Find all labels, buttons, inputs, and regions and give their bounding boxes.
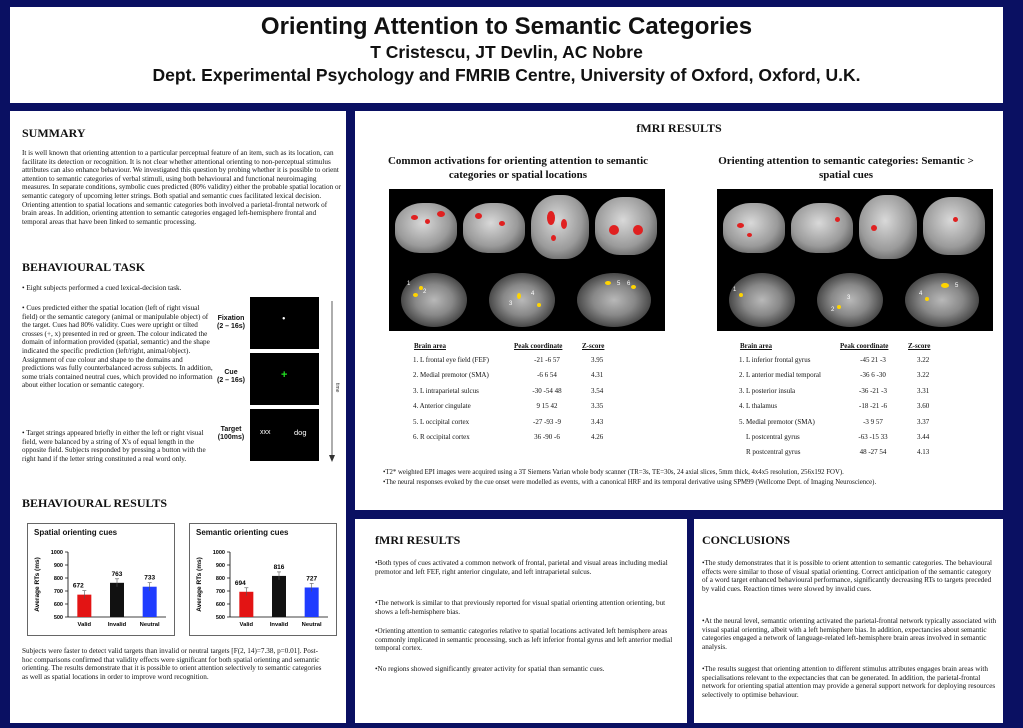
fmri-results-panel	[355, 111, 1003, 510]
table-row: 1. L frontal eye field (FEF) -21 -6 57 3.95	[413, 356, 604, 364]
bar-invalid	[110, 583, 124, 617]
target-word: dog	[294, 428, 307, 437]
brain-render-top	[531, 195, 589, 259]
category-label: Valid	[239, 622, 254, 628]
cue-cross: +	[281, 369, 288, 381]
fmri-heading: fMRI RESULTS	[636, 121, 722, 135]
table-row: 4. Anterior cingulate 9 15 42 3.35	[413, 402, 604, 411]
fixation-frame	[250, 297, 319, 349]
y-tick-label: 800	[215, 576, 225, 583]
y-tick-label: 700	[53, 589, 63, 596]
table-row: 5. L occipital cortex -27 -93 -9 3.43	[413, 417, 604, 426]
chart-title: Semantic orienting cues	[196, 528, 289, 537]
data-label: 733	[144, 574, 156, 582]
table-row: 3. L posterior insula -36 -21 -3 3.31	[739, 386, 930, 395]
y-tick-label: 500	[53, 615, 63, 622]
conclusions-heading: CONCLUSIONS	[702, 533, 791, 547]
bar-neutral	[305, 587, 319, 617]
mri-slice-3: 5 6	[569, 271, 661, 329]
fixation-label: Fixation (2 – 16s)	[216, 315, 246, 330]
target-xxx: xxx	[260, 429, 271, 436]
y-tick-label: 700	[215, 589, 225, 596]
right-brain-images	[717, 189, 993, 331]
fmri-point-2: •The network is similar to that previously reported for visual spatial orienting attention orienting, but shows a left-hemisphere bias.	[375, 599, 666, 616]
table-row: 2. L anterior medial temporal -36 6 -30 3.22	[739, 371, 930, 380]
title-banner	[10, 7, 1003, 103]
y-tick-label: 500	[215, 615, 225, 622]
table-row: 3. L intraparietal sulcus -30 -54 48 3.54	[413, 386, 604, 395]
mri-slice-1: 1	[721, 271, 803, 329]
y-axis-label: Average RTs (ms)	[196, 557, 203, 612]
conclusion-3: •The results suggest that orienting attention to different stimulus attributes engages brain areas with specialisations relevant to the expectancies that can be generated. In addition, the parietal-frontal network for orienting spatial attention may provide a general support network for deploying resources selectively to optimise behaviour.	[702, 665, 996, 699]
y-axis-label: Average RTs (ms)	[34, 557, 41, 612]
chart-svg	[28, 524, 174, 635]
y-tick-label: 600	[215, 602, 225, 609]
data-label: 727	[306, 575, 318, 583]
mri-slice-3: 4 5	[897, 271, 989, 329]
behavioural-results-heading: BEHAVIOURAL RESULTS	[22, 496, 168, 510]
y-tick-label: 600	[53, 602, 63, 609]
data-label: 694	[234, 579, 246, 587]
conclusions-panel	[694, 519, 1003, 723]
summary-text: It is well known that orienting attention to a particular perceptual feature of an item, such as its location, can facilitate its detection or recognition. It is not clear whether attentional orienting to non-perceptual stimulus attributes can also enhance behaviour. We investigated this question by probing whether it is possible to orient attention to semantic categories of verbal stimuli, using both behavioural and functional neuroimaging measures. In separate conditions, symbolic cues predicted (80% validity) either the probable spatial location or semantic category of upcoming letter strings. Both spatial and semantic cues facilitated lexical decision. Orienting attention to spatial locations and semantic categories both involved a parietal-frontal network of brain areas. In addition, orienting attention to semantic categories engaged left-hemisphere frontal and temporal areas that have been linked to semantic processing.	[22, 149, 341, 226]
y-tick-label: 800	[53, 576, 63, 583]
table-row: R postcentral gyrus 48 -27 54 4.13	[739, 448, 930, 457]
y-tick-label: 1000	[50, 550, 63, 557]
table-row: 5. Medial premotor (SMA) -3 9 57 3.37	[739, 417, 930, 426]
left-results-title: Common activations for orienting attention to semantic categories or spatial locations	[387, 155, 649, 181]
brain-render-back	[923, 197, 985, 255]
left-brain-images	[389, 189, 665, 331]
y-tick-label: 1000	[212, 550, 225, 557]
category-label: Invalid	[107, 622, 127, 628]
task-bullet-3: • Target strings appeared briefly in either the left or right visual field, were balanced by a string of X's of equal length in the opposite field. Subjects responded by pressing a button with the right hand if the letter string constituted a real word only.	[22, 429, 206, 463]
brain-render-right	[791, 203, 853, 253]
category-label: Invalid	[269, 622, 289, 628]
chart-title: Spatial orienting cues	[34, 528, 118, 537]
left-column	[10, 111, 346, 723]
left-activation-table: Brain area Peak coordinate Z-score 1. L frontal eye field (FEF) -21 -6 57 3.95 2. Medial premotor (SMA) -6 6 54 4.31 3. L intraparietal sulcus -30 -54 48 3.54 4. Anterior cingulate 9 15 42 3.35 5. L occipital cortex -27 -93 -9 3.43 6. R occipital cortex 36 -90 -6 4.26	[413, 341, 605, 448]
task-bullet-2: • Cues predicted either the spatial location (left of right visual field) or the semantic category (animal or manipulable object) of the target. Cues had 80% validity. Cues were upright or tilted crosses (+, x) presented in red or green. The colour indicated the domain of information provided (spatial, semantic) and the shape indicated the specific prediction (left/right, animal/object). Assignment of cue colour and shape to the domains and predictions was fully counterbalanced across subjects. In addition, some trials contained neutral cues, which provided no information about either location or semantic category.	[22, 304, 213, 390]
y-tick-label: 900	[215, 563, 225, 570]
fmri-point-4: •No regions showed significantly greater activity for spatial than semantic cues.	[375, 665, 605, 673]
bar-invalid	[272, 576, 286, 617]
mri-slice-2: 4 3	[479, 271, 565, 329]
task-bullet-1: • Eight subjects performed a cued lexical-decision task.	[22, 284, 182, 292]
poster-affiliation: Dept. Experimental Psychology and FMRIB Centre, University of Oxford, Oxford, U.K.	[152, 65, 861, 85]
brain-render-back	[595, 197, 657, 255]
cue-frame	[250, 353, 319, 405]
brain-render-left	[723, 203, 785, 253]
bar-neutral	[143, 587, 157, 617]
poster-title: Orienting Attention to Semantic Categories	[260, 13, 753, 40]
semantic-cues-chart	[189, 523, 337, 636]
category-label: Neutral	[139, 622, 160, 628]
scan-note-1: •T2* weighted EPI images were acquired using a 3T Siemens Varian whole body scanner (TR=3s, TE=30s, 24 axial slices, 5mm thick, 4x4x5 resolution, 256x192 FOV).	[383, 469, 844, 476]
fixation-dot: •	[282, 314, 286, 325]
behavioural-task-heading: BEHAVIOURAL TASK	[22, 260, 146, 274]
right-activation-table: Brain area Peak coordinate Z-score 1. L inferior frontal gyrus -45 21 -3 3.22 2. L anterior medial temporal -36 6 -30 3.22 3. L posterior insula -36 -21 -3 3.31 4. L thalamus -18 -21 -6 3.60 5. Medial premotor (SMA) -3 9 57 3.37 L postcentral gyrus -63 -15 33 3.44 R postcentral gyrus 48 -27 54 4.13	[739, 341, 931, 464]
table-row: 6. R occipital cortex 36 -90 -6 4.26	[413, 432, 604, 441]
time-label: time	[334, 383, 340, 393]
category-label: Neutral	[301, 622, 322, 628]
target-frame	[250, 409, 319, 461]
chart-svg	[190, 524, 336, 635]
data-label: 672	[72, 582, 84, 590]
right-results-title: Orienting attention to semantic categories: Semantic > spatial cues	[718, 155, 974, 181]
target-label: Target (100ms)	[217, 426, 245, 441]
summary-heading: SUMMARY	[22, 126, 86, 140]
cue-label: Cue (2 – 16s)	[216, 369, 246, 384]
brain-render-top	[859, 195, 917, 259]
scan-note-2: •The neural responses evoked by the cue onset were modelled as events, with a canonical HRF and its temporal derivative using SPM99 (Wellcome Dept. of Imaging Neuroscience).	[383, 479, 877, 486]
conclusion-1: •The study demonstrates that it is possible to orient attention to semantic categories. The behavioural effects were similar to those of visual spatial orienting. Correct anticipation of the semantic category of a word target enhanced behavioural performance, significantly decreasing RTs to targets preceded by valid cues. Reaction times were slowed by invalid cues.	[702, 559, 993, 593]
spatial-cues-chart	[27, 523, 175, 636]
mri-slice-2: 2 3	[807, 271, 893, 329]
table-row: 2. Medial premotor (SMA) -6 6 54 4.31	[413, 371, 604, 380]
table-row: 1. L inferior frontal gyrus -45 21 -3 3.22	[739, 356, 930, 364]
poster-authors: T Cristescu, JT Devlin, AC Nobre	[370, 42, 643, 62]
time-arrow	[320, 297, 344, 465]
data-label: 763	[111, 570, 123, 578]
data-label: 816	[273, 563, 285, 571]
category-label: Valid	[77, 622, 92, 628]
behavioural-results-text: Subjects were faster to detect valid targets than invalid or neutral targets [F(2, 14)=7.38, p=0.01]. Post-hoc comparisons confirmed that validity effects were significant for both spatial orienting and semantic orienting. The results demonstrate that it is possible to orient attention selectively to semantic categories as well as spatial locations in order to improve word recognition.	[22, 647, 322, 681]
brain-render-left	[395, 203, 457, 253]
fmri-discussion-panel	[355, 519, 687, 723]
fmri-point-1: •Both types of cues activated a common network of frontal, parietal and visual areas including medial premotor and left FEF, right anterior cingulate, and left intraparietal sulcus.	[375, 559, 668, 576]
y-tick-label: 900	[53, 563, 63, 570]
brain-render-right	[463, 203, 525, 253]
mri-slice-1: 1 2	[393, 271, 475, 329]
conclusion-2: •At the neural level, semantic orienting activated the parietal-frontal network typically associated with visual spatial orienting, albeit with a left hemisphere bias. In addition, expectancies about semantic categories engaged a network of language-related left-hemisphere brain areas involved in semantic analysis.	[702, 617, 997, 651]
table-row: 4. L thalamus -18 -21 -6 3.60	[739, 402, 930, 411]
table-row: L postcentral gyrus -63 -15 33 3.44	[739, 432, 930, 441]
fmri-discussion-heading: fMRI RESULTS	[375, 533, 461, 547]
fmri-point-3: •Orienting attention to semantic categories relative to spatial locations activated left hemisphere areas commonly implicated in semantic processing, such as left inferior frontal gyrus and left anterior medial temporal cortex.	[375, 627, 673, 653]
